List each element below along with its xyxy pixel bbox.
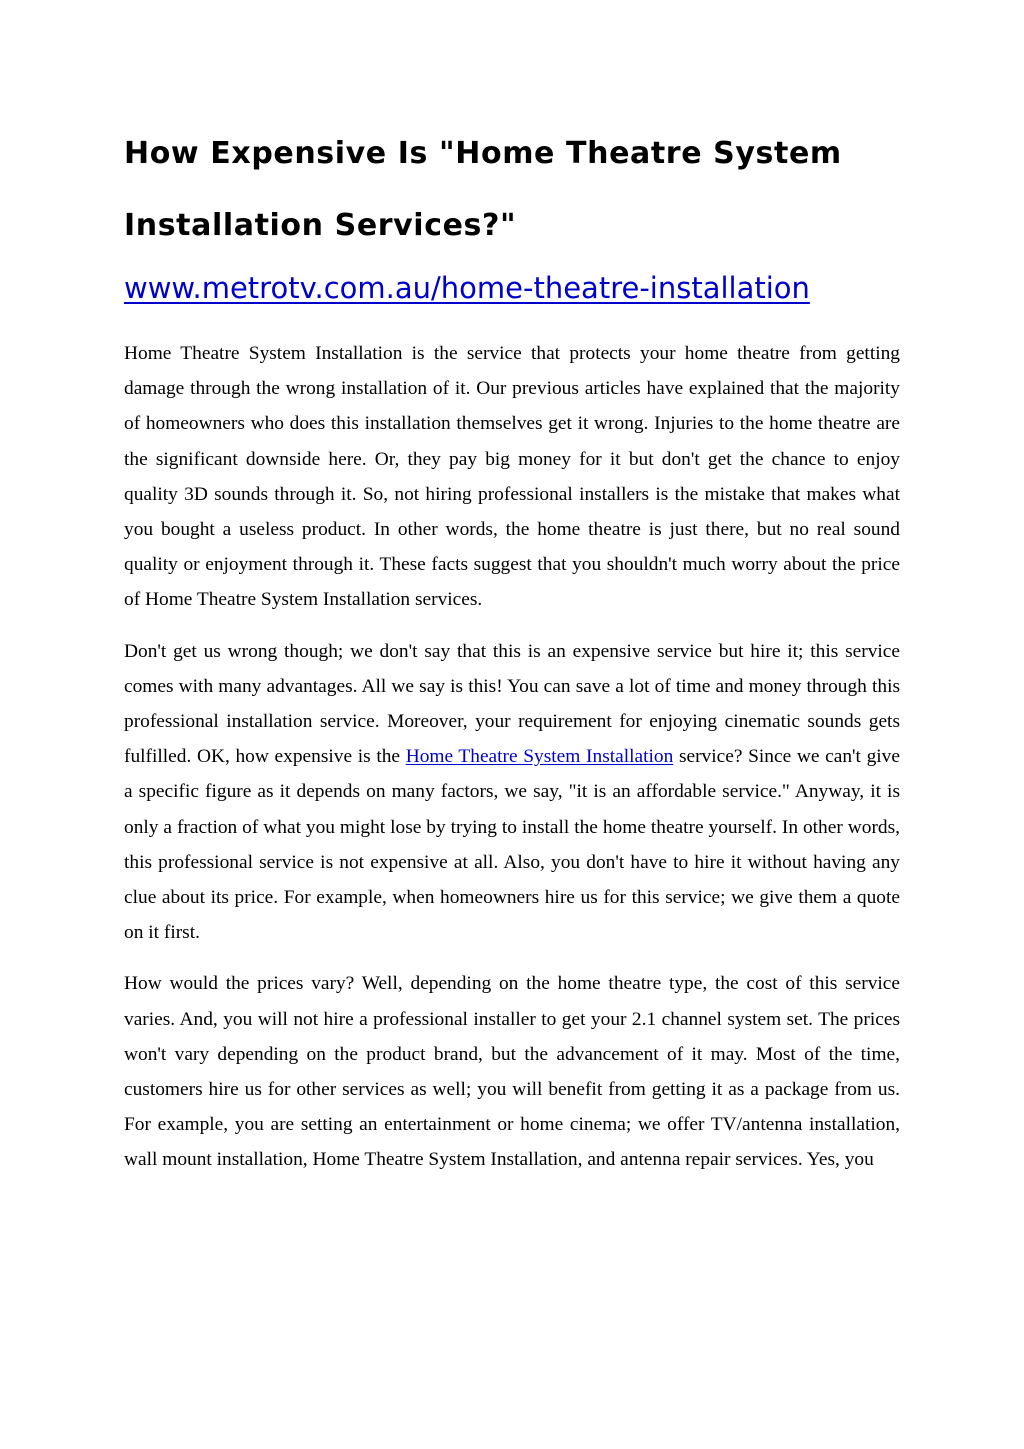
paragraph-2-text-start: Don't get us wrong though; we don't say that this is an expensive service but hire it; this service comes with many advantages. All we say is this! You can save a lot of time and money through this professional installation service. Moreover, your requirement for enjoying cinematic sounds gets fulfilled. OK, how expensive is the: [124, 640, 900, 768]
paragraph-1: Home Theatre System Installation is the service that protects your home theatre from getting damage through the wrong installation of it. Our previous articles have explained that the majority of homeowners who does this installation themselves get it wrong. Injuries to the home theatre are the significant downside here. Or, they pay big money for it but don't get the chance to enjoy quality 3D sounds through it. So, not hiring professional installers is the mistake that makes what you bought a useless product. In other words, the home theatre is just there, but no real sound quality or enjoyment through it. These facts suggest that you shouldn't much worry about the price of Home Theatre System Installation services.: [124, 343, 900, 611]
page-title-line-1: How Expensive Is "Home Theatre System: [124, 136, 842, 171]
paragraph-2: [124, 634, 900, 951]
paragraph-3: How would the prices vary? Well, depending on the home theatre type, the cost of this service varies. And, you will not hire a professional installer to get your 2.1 channel system set. The prices won't vary depending on the product brand, but the advancement of it may. Most of the time, customers hire us for other services as well; you will benefit from getting it as a package from us. For example, you are setting an entertainment or home cinema; we offer TV/antenna installation, wall mount installation, Home Theatre System Installation, and antenna repair services. Yes, you: [124, 973, 900, 1171]
page-title: [124, 0, 900, 262]
paragraph-2-text-end: service? Since we can't give a specific figure as it depends on many factors, we say, "it is an affordable service." Anyway, it is only a fraction of what you might lose by trying to install the home theatre yourself. In other words, this professional service is not expensive at all. Also, you don't have to hire it without having any clue about its price. For example, when homeowners hire us for this service; we give them a quote on it first.: [124, 746, 900, 944]
page-title-line-2: Installation Services?": [124, 208, 517, 243]
document-page: [124, 0, 900, 1178]
site-url-link[interactable]: www.metrotv.com.au/home-theatre-installation: [124, 271, 810, 305]
home-theatre-installation-link[interactable]: Home Theatre System Installation: [405, 746, 674, 768]
